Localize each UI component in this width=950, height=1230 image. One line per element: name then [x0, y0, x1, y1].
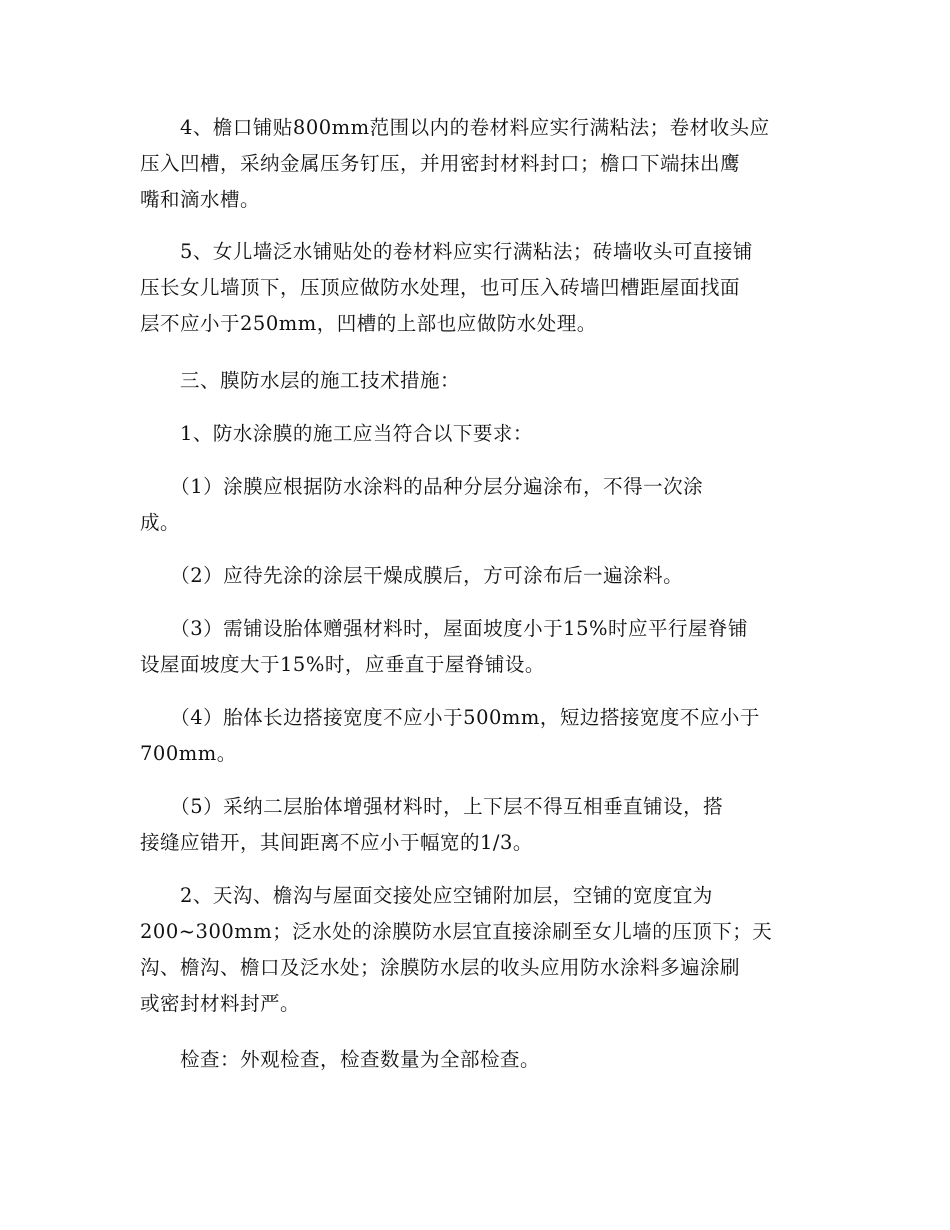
section-heading-membrane-measures — [140, 363, 812, 399]
paragraph-inspection — [140, 1042, 812, 1078]
text-line: （2）应待先涂的涂层干燥成膜后，方可涂布后一遍涂料。 — [140, 564, 684, 587]
paragraph-gutter-treatment — [140, 878, 812, 1022]
text-line: 2、天沟、檐沟与屋面交接处应空铺附加层，空铺的宽度宜为 — [140, 884, 713, 907]
text-line: 或密封材料封严。 — [140, 992, 301, 1015]
text-line: 沟、檐沟、檐口及泛水处；涂膜防水层的收头应用防水涂料多遍涂刷 — [140, 956, 741, 979]
paragraph-item-2 — [140, 558, 812, 594]
text-line: 检查：外观检查，检查数量为全部检查。 — [140, 1048, 541, 1071]
paragraph-parapet-flashing — [140, 234, 812, 342]
text-line: 压长女儿墙顶下，压顶应做防水处理，也可压入砖墙凹槽距屋面找面 — [140, 276, 741, 299]
text-line: 设屋面坡度大于15%时，应垂直于屋脊铺设。 — [140, 653, 545, 676]
text-line: 压入凹槽，采纳金属压务钉压，并用密封材料封口；檐口下端抹出鹰 — [140, 152, 741, 175]
text-line: （1）涂膜应根据防水涂料的品种分层分遍涂布，不得一次涂 — [140, 475, 704, 498]
text-line: 层不应小于250mm，凹槽的上部也应做防水处理。 — [140, 312, 597, 335]
text-line: （4）胎体长边搭接宽度不应小于500mm，短边搭接宽度不应小于 — [140, 706, 760, 729]
text-line: 200~300mm；泛水处的涂膜防水层宜直接涂刷至女儿墙的压顶下；天 — [140, 920, 773, 943]
text-line: 4、檐口铺贴800mm范围以内的卷材料应实行满粘法；卷材收头应 — [140, 116, 770, 139]
text-line: （5）采纳二层胎体增强材料时，上下层不得互相垂直铺设，搭 — [140, 795, 724, 818]
text-line: （3）需铺设胎体赠强材料时，屋面坡度小于15%时应平行屋脊铺 — [140, 617, 748, 640]
paragraph-eaves-membrane — [140, 110, 812, 218]
paragraph-item-3 — [140, 611, 812, 683]
text-line: 1、防水涂膜的施工应当符合以下要求： — [140, 422, 533, 445]
text-line: 嘴和滴水槽。 — [140, 188, 261, 211]
text-line: 5、女儿墙泛水铺贴处的卷材料应实行满粘法；砖墙收头可直接铺 — [140, 240, 753, 263]
text-line: 成。 — [140, 511, 181, 534]
paragraph-item-1 — [140, 469, 812, 541]
text-line: 700mm。 — [140, 742, 237, 765]
paragraph-item-4 — [140, 700, 812, 772]
text-line: 接缝应错开，其间距离不应小于幅宽的1/3。 — [140, 831, 533, 854]
paragraph-coating-requirements — [140, 416, 812, 452]
text-line: 三、膜防水层的施工技术措施： — [140, 369, 461, 392]
paragraph-item-5 — [140, 789, 812, 861]
